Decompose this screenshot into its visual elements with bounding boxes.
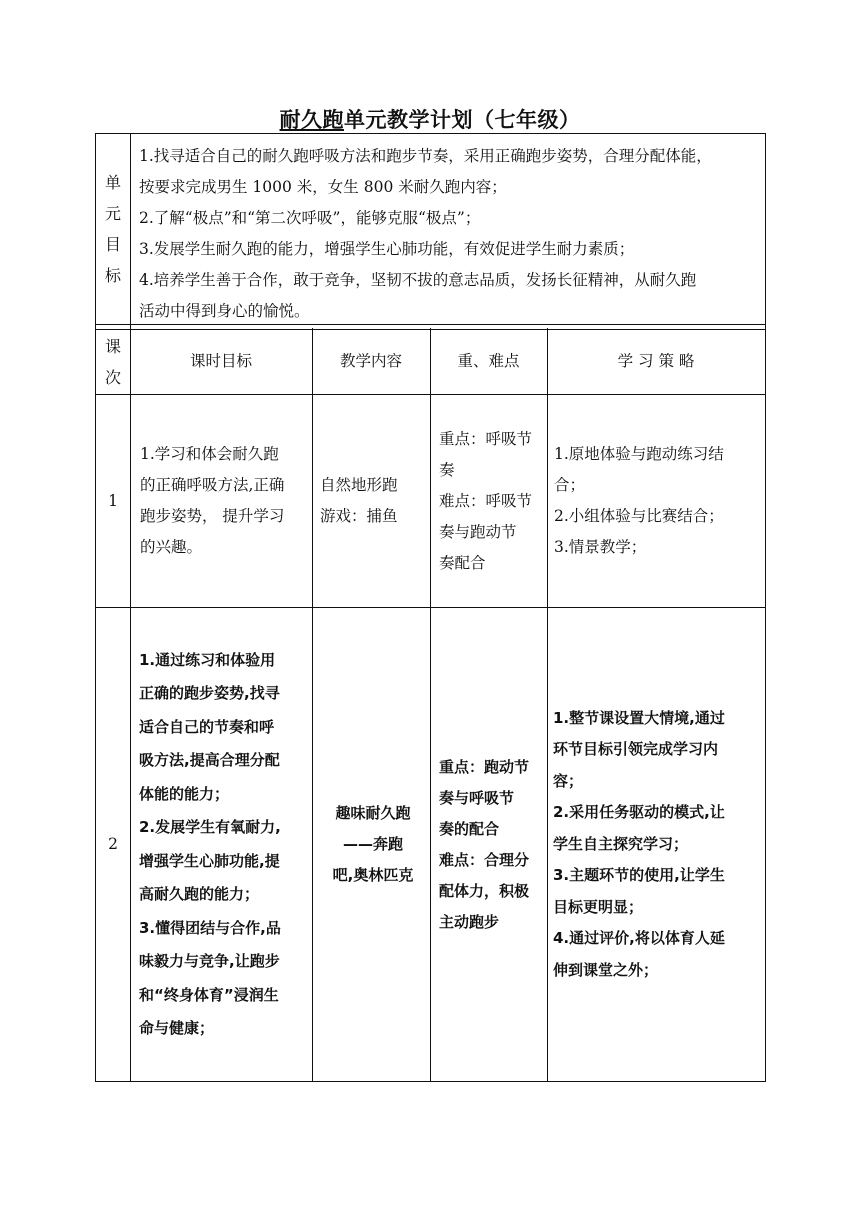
lesson-1-content: 自然地形跑 游戏：捕鱼 <box>320 476 398 525</box>
lesson-2-strategy: 1.整节课设置大情境,通过 环节目标引领完成学习内 容； 2.采用任务驱动的模式,让 学生自主探究学习； 3.主题环节的使用,让学生 目标更明显； 4.通过评价,将以体育人延 伸到课堂之外； <box>553 708 725 979</box>
col-divider-4 <box>547 328 548 1081</box>
lesson-2-goal: 1.通过练习和体验用 正确的跑步姿势,找寻 适合自己的节奏和呼 吸方法,提高合理分配 体能的能力； 2.发展学生有氧耐力, 增强学生心肺功能,提 高耐久跑的能力； 3.懂得团结与合作,品 味毅力与竞争,让跑步 和“终身体育”浸润生 命与健康； <box>139 650 281 1037</box>
title-underlined: 耐久跑 <box>279 108 344 132</box>
header-content: 教学内容 <box>339 352 402 370</box>
lesson-1-number: 1 <box>108 491 118 510</box>
col-divider-2 <box>312 328 313 1081</box>
unit-goal-text: 1.找寻适合自己的耐久跑呼吸方法和跑步节奏，采用正确跑步姿势，合理分配体能， 按要求完成男生 1000 米，女生 800 米耐久跑内容； 2.了解“极点”和“第二次呼吸”，能够克服“极点”； 3.发展学生耐久跑的能力，增强学生心肺功能，有效促进学生耐力素质； 4.培养学生善于合作，敢于竞争，坚韧不拔的意志品质，发扬长征精神，从耐久跑 活动中得到身心的愉悦。 <box>139 147 712 320</box>
unit-goal-label: 单 元 目 标 <box>104 173 121 285</box>
lesson-2-content: 趣味耐久跑 ——奔跑 吧,奥林匹克 <box>332 804 414 884</box>
col-divider-3 <box>430 328 431 1081</box>
lesson-1-goal: 1.学习和体会耐久跑 的正确呼吸方法,正确 跑步姿势， 提升学习 的兴趣。 <box>140 445 285 556</box>
lesson-1-strategy: 1.原地体验与跑动练习结 合； 2.小组体验与比赛结合； 3.情景教学； <box>554 445 724 556</box>
col-divider-1 <box>130 134 131 1081</box>
title-rest: 单元教学计划（七年级） <box>344 108 581 132</box>
header-strategy: 学 习 策 略 <box>617 352 695 370</box>
lesson-2-number: 2 <box>108 835 118 853</box>
document-title <box>0 104 860 134</box>
unit-plan-table <box>95 133 766 1082</box>
lesson-2-key-points: 重点：跑动节 奏与呼吸节 奏的配合 难点：合理分 配体力，积极 主动跑步 <box>439 757 530 931</box>
header-key-points: 重、难点 <box>457 352 520 370</box>
lesson-1-key-points: 重点：呼吸节 奏 难点：呼吸节 奏与跑动节 奏配合 <box>439 429 533 572</box>
header-goal: 课时目标 <box>189 352 252 370</box>
header-lesson: 课 次 <box>104 336 121 387</box>
